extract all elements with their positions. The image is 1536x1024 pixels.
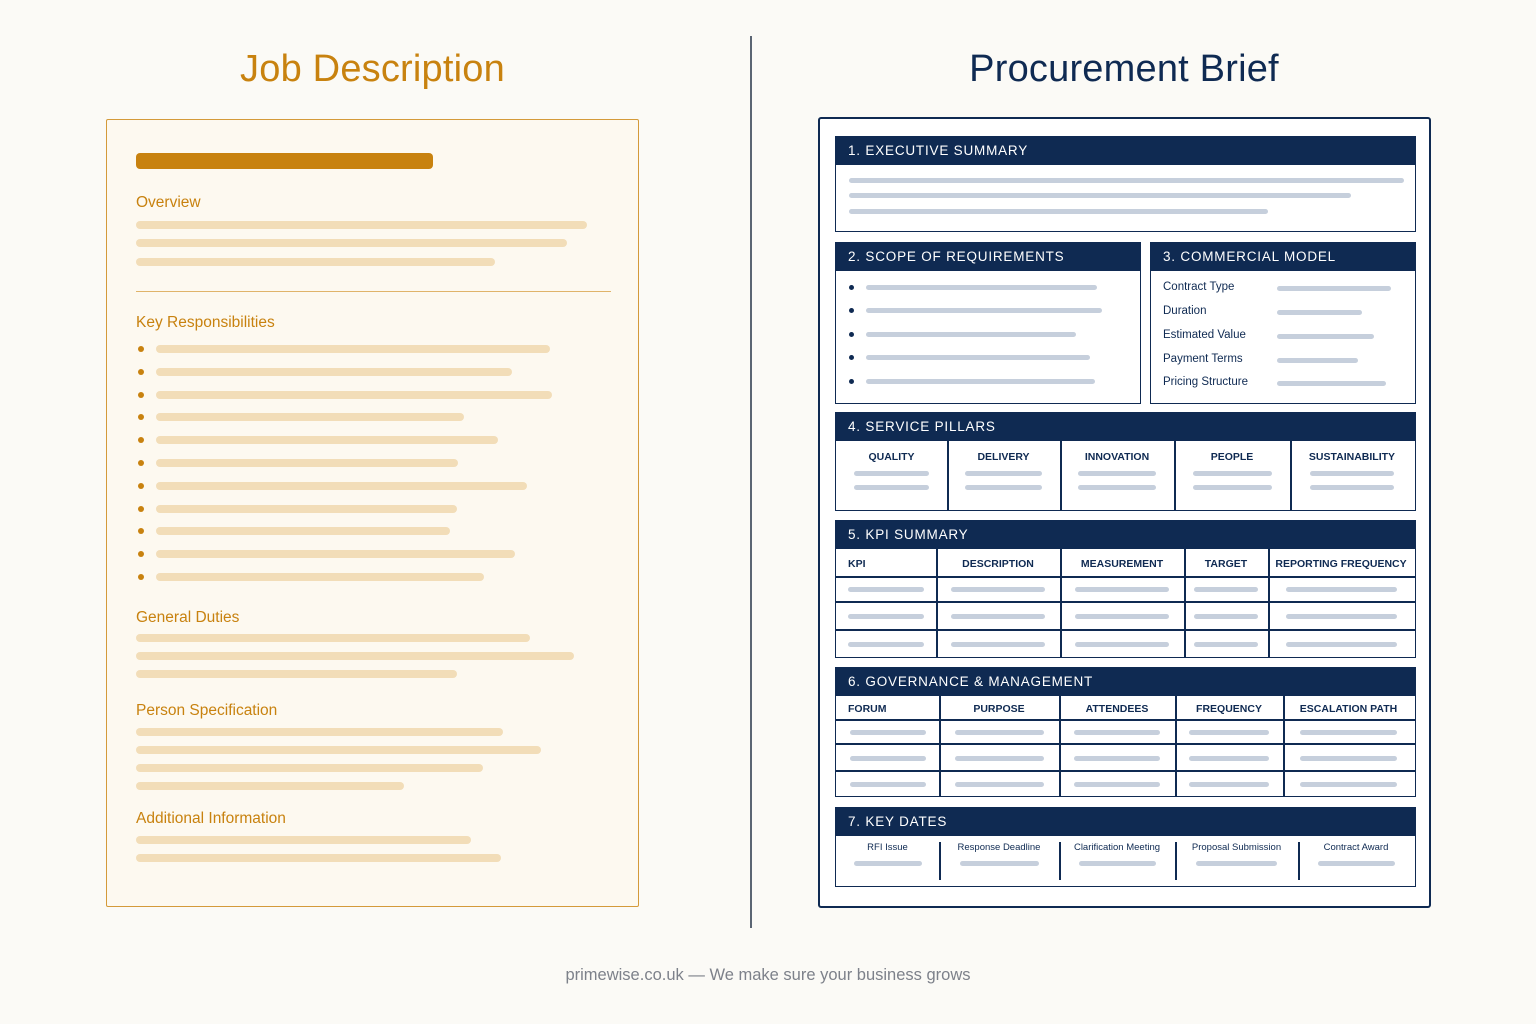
cell-line xyxy=(1286,614,1397,619)
scope-section xyxy=(835,242,1141,404)
column-header: TARGET xyxy=(1204,558,1248,570)
column-header: REPORTING FREQUENCY xyxy=(1275,558,1407,570)
column-header: Proposal Submission xyxy=(1191,842,1282,853)
text-line xyxy=(1277,334,1374,339)
bullet xyxy=(849,355,854,360)
section-separator xyxy=(136,291,611,292)
cell-line xyxy=(965,471,1042,476)
text-line xyxy=(136,728,503,736)
bullet xyxy=(849,379,854,384)
text-line xyxy=(866,285,1097,290)
cell-line xyxy=(955,756,1044,761)
job-description-document xyxy=(106,119,639,907)
cell-line xyxy=(1300,782,1397,787)
bullet xyxy=(138,369,144,375)
column-header: Clarification Meeting xyxy=(1073,842,1161,853)
column-header: ESCALATION PATH xyxy=(1299,703,1398,715)
commercial-model-heading: 3. COMMERCIAL MODEL xyxy=(1151,243,1415,271)
cell-line xyxy=(951,587,1045,592)
text-line xyxy=(156,459,458,467)
cell-line xyxy=(848,587,924,592)
column-header: RFI Issue xyxy=(867,842,908,853)
text-line xyxy=(866,308,1102,313)
center-divider xyxy=(750,36,752,928)
section-heading-person-specification: Person Specification xyxy=(136,702,278,719)
document-title-bar xyxy=(136,153,433,169)
bullet xyxy=(138,392,144,398)
service-pillars-heading: 4. SERVICE PILLARS xyxy=(836,413,1415,441)
column-header: FREQUENCY xyxy=(1196,703,1262,715)
bullet xyxy=(138,551,144,557)
column-header: INNOVATION xyxy=(1084,451,1150,463)
section-heading-overview: Overview xyxy=(136,194,201,211)
footer-tagline: We make sure your business grows xyxy=(709,966,971,984)
cell-line xyxy=(955,730,1044,735)
job-description-title: Job Description xyxy=(240,48,505,90)
cell-line xyxy=(1193,485,1272,490)
text-line xyxy=(156,573,484,581)
bullet xyxy=(849,285,854,290)
cell-line xyxy=(1194,587,1258,592)
row-divider xyxy=(836,601,1415,603)
text-line xyxy=(866,379,1095,384)
bullet xyxy=(138,483,144,489)
kpi-summary-section xyxy=(835,520,1416,658)
cell-line xyxy=(1194,642,1258,647)
commercial-row-label: Payment Terms xyxy=(1163,353,1243,365)
text-line xyxy=(136,746,541,754)
cell-line xyxy=(1286,587,1397,592)
text-line xyxy=(866,355,1090,360)
text-line xyxy=(1277,358,1358,363)
cell-line xyxy=(1075,642,1169,647)
text-line xyxy=(156,345,550,353)
cell-line xyxy=(848,642,924,647)
key-dates-heading: 7. KEY DATES xyxy=(836,808,1415,836)
cell-line xyxy=(1300,730,1397,735)
cell-line xyxy=(1074,782,1160,787)
commercial-row-label: Estimated Value xyxy=(1163,329,1246,341)
row-divider xyxy=(836,576,1415,578)
column-header: Response Deadline xyxy=(957,842,1041,853)
text-line xyxy=(849,178,1404,183)
cell-line xyxy=(1318,861,1395,866)
cell-line xyxy=(850,782,926,787)
text-line xyxy=(156,413,464,421)
text-line xyxy=(156,436,498,444)
section-heading-additional-information: Additional Information xyxy=(136,810,286,827)
key-dates-section xyxy=(835,807,1416,887)
text-line xyxy=(136,854,501,862)
column-header: ATTENDEES xyxy=(1085,703,1149,715)
cell-line xyxy=(960,861,1039,866)
cell-line xyxy=(850,756,926,761)
text-line xyxy=(136,764,483,772)
text-line xyxy=(136,670,457,678)
cell-line xyxy=(1074,756,1160,761)
bullet xyxy=(849,332,854,337)
commercial-row-label: Duration xyxy=(1163,305,1207,317)
governance-section xyxy=(835,667,1416,797)
scope-heading: 2. SCOPE OF REQUIREMENTS xyxy=(836,243,1140,271)
text-line xyxy=(156,550,515,558)
bullet xyxy=(138,528,144,534)
bullet xyxy=(138,506,144,512)
row-divider xyxy=(836,629,1415,631)
column-header: DELIVERY xyxy=(977,451,1030,463)
footer xyxy=(0,966,1536,985)
row-divider xyxy=(836,770,1415,772)
cell-line xyxy=(1078,471,1156,476)
cell-line xyxy=(1079,861,1156,866)
executive-summary-heading: 1. EXECUTIVE SUMMARY xyxy=(836,137,1415,165)
text-line xyxy=(136,634,530,642)
cell-line xyxy=(1074,730,1160,735)
text-line xyxy=(156,368,512,376)
cell-line xyxy=(1310,471,1394,476)
column-header: Contract Award xyxy=(1323,842,1389,853)
cell-line xyxy=(1286,642,1397,647)
bullet xyxy=(138,574,144,580)
text-line xyxy=(136,239,567,247)
section-heading-general-duties: General Duties xyxy=(136,609,240,626)
governance-heading: 6. GOVERNANCE & MANAGEMENT xyxy=(836,668,1415,696)
text-line xyxy=(156,391,552,399)
column-header: DESCRIPTION xyxy=(962,558,1034,570)
procurement-brief-document xyxy=(818,117,1431,908)
bullet xyxy=(138,437,144,443)
text-line xyxy=(136,221,587,229)
cell-line xyxy=(965,485,1042,490)
row-divider xyxy=(836,719,1415,721)
cell-line xyxy=(1300,756,1397,761)
cell-line xyxy=(955,782,1044,787)
executive-summary-section xyxy=(835,136,1416,232)
row-divider xyxy=(836,743,1415,745)
cell-line xyxy=(854,485,929,490)
kpi-summary-heading: 5. KPI SUMMARY xyxy=(836,521,1415,549)
bullet xyxy=(138,414,144,420)
footer-separator: — xyxy=(688,966,705,984)
bullet xyxy=(849,308,854,313)
procurement-brief-title: Procurement Brief xyxy=(969,48,1279,90)
cell-line xyxy=(1189,730,1269,735)
text-line xyxy=(866,332,1076,337)
cell-line xyxy=(1075,587,1169,592)
column-header: KPI xyxy=(848,558,866,570)
column-header: QUALITY xyxy=(868,451,915,463)
cell-line xyxy=(854,861,922,866)
cell-line xyxy=(951,642,1045,647)
commercial-row-label: Contract Type xyxy=(1163,281,1235,293)
cell-line xyxy=(854,471,929,476)
text-line xyxy=(1277,381,1386,386)
cell-line xyxy=(1189,782,1269,787)
cell-line xyxy=(1310,485,1394,490)
text-line xyxy=(156,527,450,535)
section-heading-key-responsibilities: Key Responsibilities xyxy=(136,314,275,331)
service-pillars-section xyxy=(835,412,1416,511)
commercial-row-label: Pricing Structure xyxy=(1163,376,1249,388)
commercial-model-section xyxy=(1150,242,1416,404)
text-line xyxy=(136,652,574,660)
text-line xyxy=(136,258,495,266)
column-header: PEOPLE xyxy=(1210,451,1254,463)
cell-line xyxy=(848,614,924,619)
text-line xyxy=(156,505,457,513)
text-line xyxy=(1277,286,1391,291)
text-line xyxy=(136,836,471,844)
text-line xyxy=(1277,310,1362,315)
column-header: MEASUREMENT xyxy=(1080,558,1164,570)
cell-line xyxy=(1075,614,1169,619)
cell-line xyxy=(1194,614,1258,619)
text-line xyxy=(136,782,404,790)
column-header: FORUM xyxy=(848,703,887,715)
footer-site: primewise.co.uk xyxy=(565,966,684,984)
text-line xyxy=(849,209,1268,214)
cell-line xyxy=(1078,485,1156,490)
cell-line xyxy=(850,730,926,735)
text-line xyxy=(156,482,527,490)
cell-line xyxy=(1189,756,1269,761)
cell-line xyxy=(1196,861,1277,866)
column-header: PURPOSE xyxy=(973,703,1025,715)
bullet xyxy=(138,460,144,466)
cell-line xyxy=(951,614,1045,619)
text-line xyxy=(849,193,1351,198)
bullet xyxy=(138,346,144,352)
column-header: SUSTAINABILITY xyxy=(1308,451,1396,463)
cell-line xyxy=(1193,471,1272,476)
